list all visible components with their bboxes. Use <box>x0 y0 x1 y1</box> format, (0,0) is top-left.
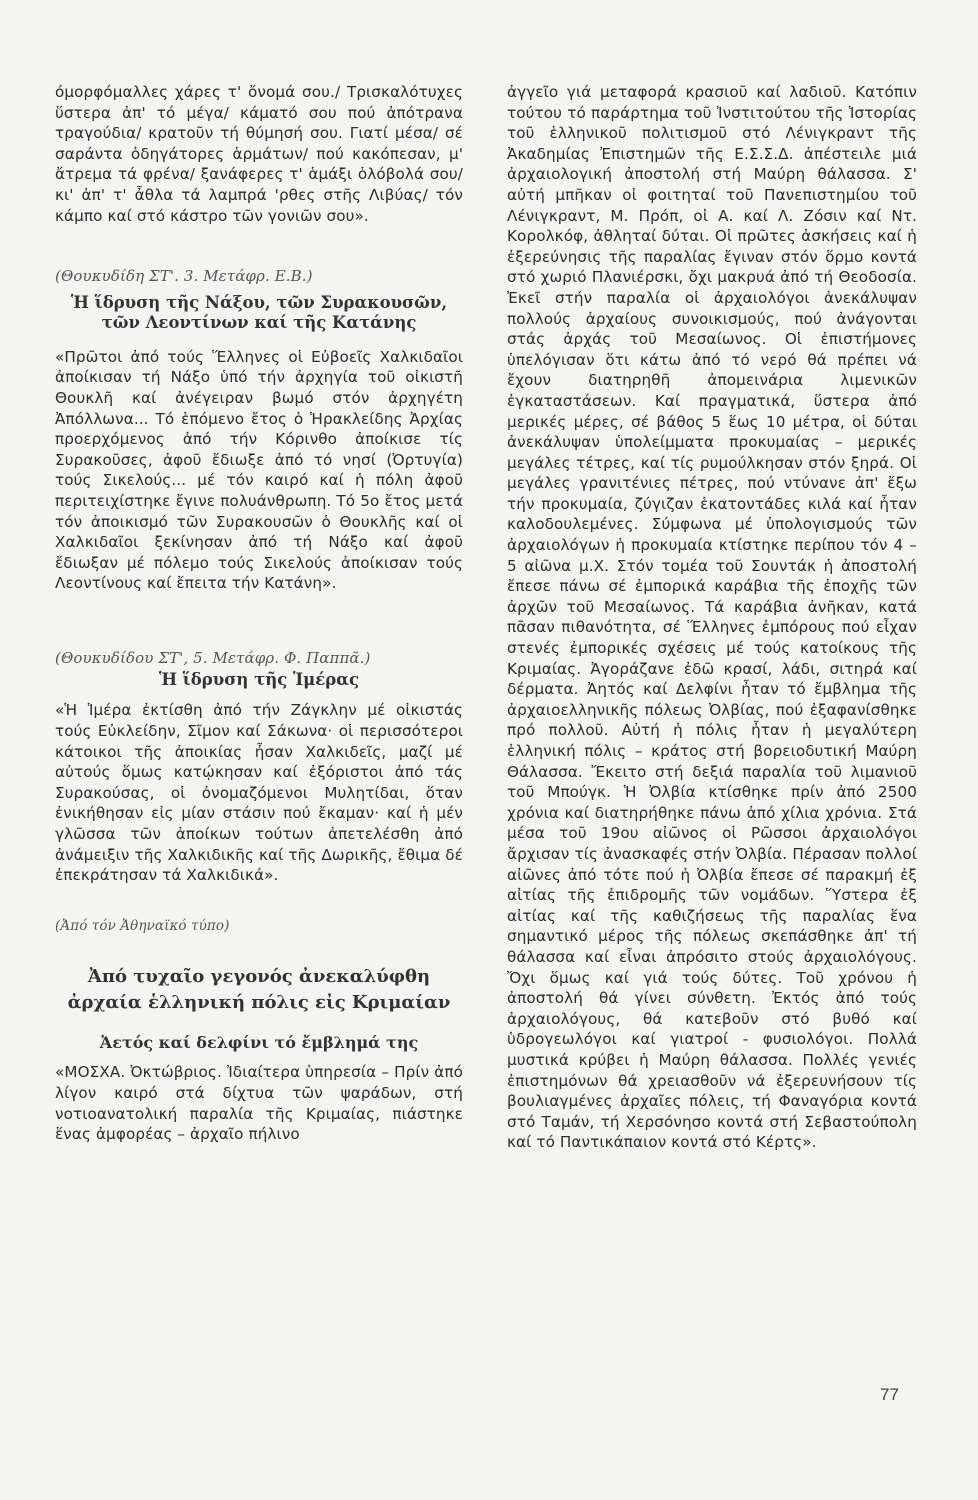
article-subheadline: Ἀετός καί δελφίνι τό ἔμβλημά της <box>99 1033 419 1053</box>
himera-paragraph: «Ἡ Ἱμέρα ἐκτίσθη ἀπό τήν Ζάγκλην μέ οἰκιστάς τούς Εὐκλείδην, Σῖμον καί Σάκωνα· οἱ περισσότεροι κάτοικοι τῆς ἀποικίας ἦσαν Χαλκιδεῖς, μαζί μέ αὐτούς ὅμως κατῴκησαν καί ἐξόριστοι ἀπό τάς Συρακούσας, οἱ ὀνομαζόμενοι Μυλητίδαι, ὅταν ἐνικήθησαν εἰς μίαν στάσιν πού ἔκαμαν· καί ἡ μέν γλῶσσα τῶν ἀποίκων τούτων ἀπετελέσθη ἀπό ἀνάμειξιν τῆς Χαλκιδικῆς καί τῆς Δωρικῆς, ἔθιμα δέ ἐπεκράτησαν τά Χαλκιδικά». <box>55 701 463 885</box>
section-title-naxos: Ἡ ἵδρυση τῆς Νάξου, τῶν Συρακουσῶν, τῶν Λεοντίνων καί τῆς Κατάνης <box>70 292 448 332</box>
article-continuation-paragraph: ἀγγεῖο γιά μεταφορά κρασιοῦ καί λαδιοῦ. Κατόπιν τούτου τό παράρτημα τοῦ Ἰνστιτούτου τῆς Ἱστορίας τοῦ ἑλληνικοῦ πολιτισμοῦ στό Λένιγκραντ τῆς Ἀκαδημίας Ἐπιστημῶν τῆς Ε.Σ.Σ.Δ. ἀπέστειλε μιά ἀρχαιολογική ἀποστολή στή Μαύρη θάλασσα. Σ' αὐτή μπῆκαν οἱ φοιτηταί τοῦ Πανεπιστημίου τοῦ Λένιγκραντ, Μ. Πρόπ, οἱ Α. καί Λ. Ζόσιν καί Ντ. Κορολκόφ, ἀθληταί δύται. Οἱ πρῶτες ἀσκήσεις καί ἡ ἐξερεύνησις τῆς παραλίας ἔγιναν στόν ὅρμο κοντά στό χωριό Πλανιέρσκι, ὄχι μακρυά ἀπό τή Θεοδοσία. Ἐκεῖ στήν παραλία οἱ ἀρχαιολόγοι ἀνεκάλυψαν πολλούς ἀρχαίους συνοικισμούς, πού ἀνάγονται στάς ἀρχάς τοῦ Μεσαίωνος. Οἱ ἐπιστήμονες ὑπελόγισαν ὅτι κάτω ἀπό τό νερό θά πρέπει νά ἔχουν διατηρηθῆ ἀπομεινάρια λιμενικῶν ἐγκαταστάσεων. Καί πραγματικά, ὕστερα ἀπό μερικές μέρες, σέ βάθος 5 ἕως 10 μέτρα, οἱ δύται ἀνεκάλυψαν ὑπολείμματα προκυμαίας – μερικές μεγάλες τέτρες, καί τίς ρυμούλκησαν στόν ξηρά. Οἱ μεγάλες γρανιτένιες πέτρες, πού ντύνανε ἀπ' ἔξω τήν προκυμαία, ζύγιζαν ἑκατοντάδες κιλά καί ἦταν καλοδουλεμένες. Σύμφωνα μέ ὑπολογισμούς τῶν ἀρχαιολόγων ἡ προκυμαία κτίστηκε περίπου τόν 4 – 5 αἰῶνα μ.Χ. Στόν τομέα τοῦ Σουντάκ ἡ ἀποστολή ἔπεσε πάνω σέ ἐμπορικά καράβια τῆς ἐποχῆς τῶν ἀρχῶν τοῦ Μεσαίωνος. Τά καράβια ἀνῆκαν, κατά πᾶσαν πιθανότητα, σέ Ἕλληνες ἐμπόρους πού εἶχαν στενές ἐμπορικές σχέσεις μέ τούς κατοίκους τῆς Κριμαίας. Ἀγοράζανε ἐδῶ κρασί, λάδι, σιτηρά καί δέρματα. Ἀητός καί Δελφίνι ἦταν τό ἔμβλημα τῆς ἀρχαιοελληνικῆς πόλεως Ὀλβίας, πού ἐξαφανίσθηκε πρό πολλοῦ. Αὐτή ἡ πόλις ἦταν ἡ μεγαλύτερη ἑλληνική πόλις – κράτος στή βορειοδυτική Μαύρη Θάλασσα. Ἔκειτο στή δεξιά παραλία τοῦ λιμανιοῦ τοῦ Μπούγκ. Ἡ Ὀλβία κτίσθηκε πρίν ἀπό 2500 χρόνια καί διατηρήθηκε πάνω ἀπό χίλια χρόνια. Στά μέσα τοῦ 19ου αἰῶνος οἱ Ρῶσσοι ἀρχαιολόγοι ἄρχισαν τίς ἀνασκαφές στήν Ὀλβία. Πέρασαν πολλοί αἰῶνες ἀπό τότε πού ἡ Ὀλβία ἔπεσε σέ παρακμή ἐξ αἰτίας τῆς ἐπιδρομῆς τῶν νομάδων. Ὕστερα ἐξ αἰτίας καί τῆς καθιζήσεως τῆς παραλίας ἕνα σημαντικό μέρος τῆς πόλεως σκεπάσθηκε ἀπ' τή θάλασσα καί εἶναι ἀπρόσιτο στούς ἀρχαιολόγους. Ὄχι ὅμως καί γιά τούς δύτες. Τοῦ χρόνου ἡ ἀποστολή θά γίνει σύνθετη. Ἐκτός ἀπό τούς ἀρχαιολόγους, θά κατεβοῦν στό βυθό καί ὑδρογεωλόγοι καί γιατροί - φυσιολόγοι. Πολλά μυστικά κρύβει ἡ Μαύρη θάλασσα. Πολλές γενιές ἐπιστημόνων θά χρειασθοῦν νά ἐξερευνήσουν τίς βουλιαγμένες ἀρχαῖες πόλεις, τή Φαναγόρια κοντά στό Ταμάν, τή Χερσόνησο κοντά στή Σεβαστούπολη καί τό Παντικάπαιον κοντά στό Κέρτς». <box>507 83 917 1152</box>
section-title-himera: Ἡ ἵδρυση τῆς Ἱμέρας <box>158 670 359 690</box>
naxos-paragraph: «Πρῶτοι ἀπό τούς Ἕλληνες οἱ Εὐβοεῖς Χαλκιδαῖοι ἀποίκισαν τή Νάξο ὑπό τήν ἀρχηγία τοῦ οἰκιστῆ Θουκλῆ καί ἀνέγειραν βωμό στόν ἀρχηγέτη Ἀπόλλωνα... Τό ἑπόμενο ἔτος ὁ Ἡρακλείδης Ἀρχίας προερχόμενος ἀπό τήν Κόρινθο ἀποίκισε τίς Συρακοῦσες, ἀφοῦ ἔδιωξε ἀπό τό νησί (Ὀρτυγία) τούς Σικελούς... μέ τόν καιρό καί ἡ πόλη ἀφοῦ περιτειχίστηκε ἔγινε πολυάνθρωπη. Τό 5ο ἔτος μετά τόν ἀποικισμό τῶν Συρακουσῶν ὁ Θουκλῆς καί οἱ Χαλκιδαῖοι ξεκίνησαν ἀπό τή Νάξο καί ἀφοῦ ἔδιωξαν μέ πόλεμο τούς Σικελούς ἀποίκισαν τούς Λεοντίνους καί ἔπειτα τήν Κατάνη». <box>55 347 463 593</box>
article-headline: Ἀπό τυχαῖο γεγονός ἀνεκαλύφθη ἀρχαία ἑλληνική πόλις εἰς Κριμαίαν <box>67 966 451 1014</box>
page-number: 77 <box>880 1385 899 1404</box>
article-start-paragraph: «ΜΟΣΧΑ. Ὀκτώβριος. Ἰδιαίτερα ὑπηρεσία – Πρίν ἀπό λίγον καιρό στά δίχτυα τῶν ψαράδων, στή νοτιοανατολική παραλία τῆς Κριμαίας, πιάστηκε ἕνας ἀμφορέας – ἀρχαῖο πήλινο <box>55 1063 463 1144</box>
poem-end-paragraph: όμορφόμαλλες χάρες τ' ὄνομά σου./ Τρισκαλότυχες ὕστερα ἀπ' τό μέγα/ κάματό σου πού ἀπότρανα τραγούδια/ κρατοῦν τή θύμησή σου. Γιατί μέσα/ σέ σαράντα ὁδηγάτορες ἁρμάτων/ πού κακόπεσαν, μ' ἄτρεμα τά φρένα/ ξανάφερες τ' ἁμάξι ὁλόβολά σου/ κι' ἀπ' τ' ἆθλα τά λαμπρά 'ρθες στῆς Λιβύας/ τόν κάμπο καί στό κάστρο τῶν γονιῶν σου». <box>55 83 463 225</box>
source-citation-3: (Ἀπό τόν Ἀθηναϊκό τύπο) <box>55 917 230 934</box>
source-citation-1: (Θουκυδίδη ΣΤ'. 3. Μετάφρ. Ε.Β.) <box>55 267 313 286</box>
left-column <box>55 82 463 1145</box>
right-column <box>507 82 917 1153</box>
source-citation-2: (Θουκυδίδου ΣΤ', 5. Μετάφρ. Φ. Παππᾶ.) <box>55 648 371 667</box>
